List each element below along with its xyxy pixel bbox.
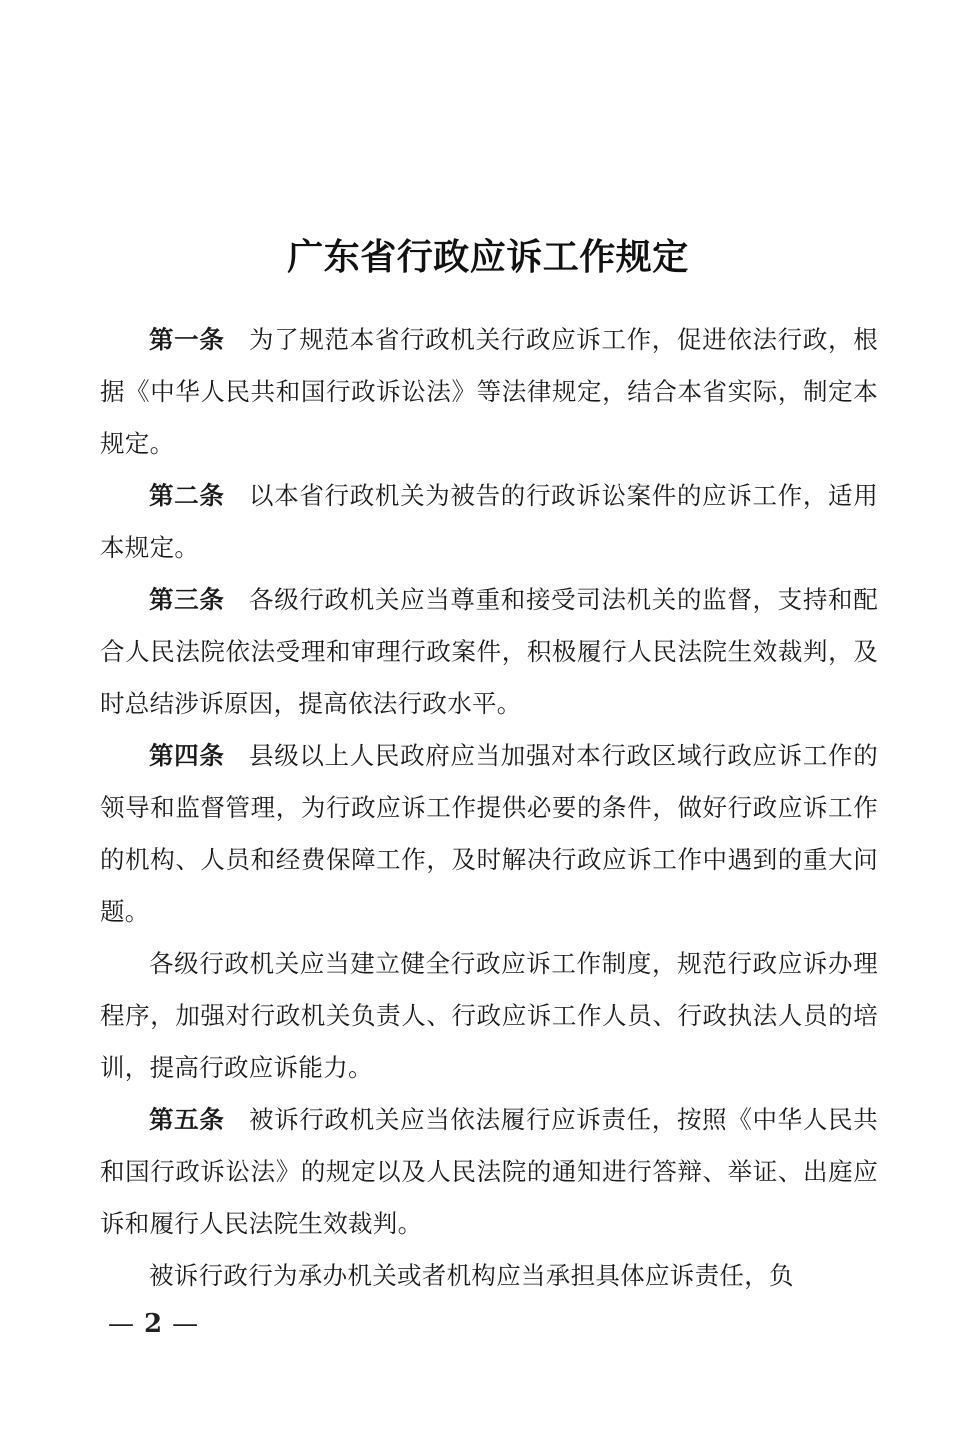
article-label: 第四条 — [149, 741, 225, 770]
article-label: 第五条 — [149, 1105, 225, 1134]
article-text: 县级以上人民政府应当加强对本行政区域行政应诉工作的领导和监督管理，为行政应诉工作提供必要的条件，做好行政应诉工作的机构、人员和经费保障工作，及时解决行政应诉工作中遇到的重大问题。 — [100, 741, 879, 926]
article-paragraph — [100, 1094, 878, 1250]
footer-dash-right: — — [172, 1309, 199, 1339]
page-number-footer — [108, 1304, 198, 1344]
paragraph-text: 被诉行政行为承办机关或者机构应当承担具体应诉责任，负 — [149, 1261, 794, 1290]
article-text: 为了规范本省行政机关行政应诉工作，促进依法行政，根据《中华人民共和国行政诉讼法》等法律规定，结合本省实际，制定本规定。 — [100, 325, 879, 458]
page-number: 2 — [144, 1309, 163, 1339]
article-paragraph — [100, 314, 878, 470]
document-title: 广东省行政应诉工作规定 — [287, 236, 689, 279]
article-paragraph — [100, 574, 878, 730]
article-label: 第一条 — [149, 325, 225, 354]
article-label: 第三条 — [149, 585, 225, 614]
continuation-paragraph — [100, 1250, 878, 1302]
article-text: 被诉行政机关应当依法履行应诉责任，按照《中华人民共和国行政诉讼法》的规定以及人民法院的通知进行答辩、举证、出庭应诉和履行人民法院生效裁判。 — [100, 1105, 879, 1238]
article-paragraph — [100, 730, 878, 938]
document-body — [100, 314, 878, 1302]
article-text: 以本省行政机关为被告的行政诉讼案件的应诉工作，适用本规定。 — [100, 481, 879, 562]
article-paragraph — [100, 470, 878, 574]
continuation-paragraph — [100, 938, 878, 1094]
article-label: 第二条 — [149, 481, 225, 510]
article-text: 各级行政机关应当尊重和接受司法机关的监督，支持和配合人民法院依法受理和审理行政案件，积极履行人民法院生效裁判，及时总结涉诉原因，提高依法行政水平。 — [100, 585, 879, 718]
footer-dash-left: — — [108, 1309, 134, 1339]
paragraph-text: 各级行政机关应当建立健全行政应诉工作制度，规范行政应诉办理程序，加强对行政机关负责人、行政应诉工作人员、行政执法人员的培训，提高行政应诉能力。 — [100, 949, 878, 1082]
